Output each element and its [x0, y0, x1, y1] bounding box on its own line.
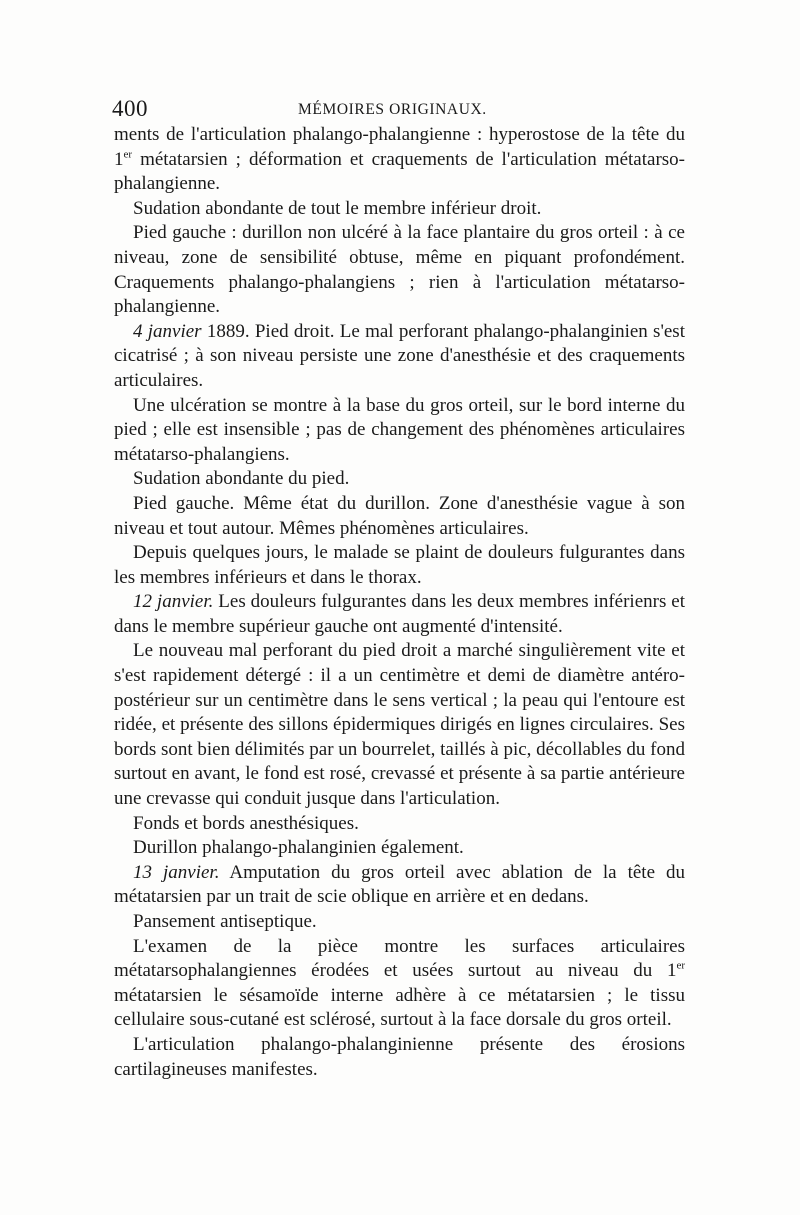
paragraph-text: Durillon phalango-phalanginien également.: [133, 837, 464, 859]
paragraph: [114, 812, 685, 837]
entry-date: 4 janvier: [133, 320, 202, 342]
paragraph-text: Depuis quelques jours, le malade se plaint de douleurs fulgurantes dans les membres inférieurs et dans le thorax.: [114, 542, 685, 588]
paragraph-text: L'articulation phalango-phalanginienne présente des érosions cartilagineuses manifestes.: [114, 1033, 685, 1080]
paragraph: [114, 1033, 685, 1082]
paragraph: [114, 221, 685, 319]
paragraph-text: ments de l'articulation phalango-phalangienne : hyperostose de la tête du 1er métatarsien ; déformation et craquements de l'articulation métatarso-phalangienne.: [114, 124, 685, 195]
running-title: MÉMOIRES ORIGINAUX.: [298, 101, 487, 118]
paragraph: [114, 123, 685, 197]
paragraph: [114, 590, 685, 639]
paragraph: [114, 467, 685, 492]
paragraph: [114, 541, 685, 590]
paragraph: [114, 197, 685, 222]
paragraph-text: Amputation du gros orteil avec ablation de la tête du métatarsien par un trait de scie oblique en arrière et en dedans.: [114, 861, 685, 908]
paragraph-text: L'examen de la pièce montre les surfaces articulaires métatarsophalangiennes érodées et usées surtout au niveau du 1er métatarsien le sésamoïde interne adhère à ce métatarsien ; le tissu cellulaire sous-cutané est sclérosé, surtout à la face dorsale du gros orteil.: [114, 935, 685, 1031]
paragraph: [114, 639, 685, 811]
paragraph-text: 1889. Pied droit. Le mal perforant phalango-phalanginien s'est cicatrisé ; à son niveau persiste une zone d'anesthésie et des craquements articulaires.: [114, 320, 685, 391]
paragraph-text: Sudation abondante de tout le membre inférieur droit.: [133, 197, 542, 219]
page-number: 400: [112, 96, 148, 121]
page-header: [112, 96, 688, 126]
paragraph-text: Pied gauche. Même état du durillon. Zone d'anesthésie vague à son niveau et tout autour. Mêmes phénomènes articulaires.: [114, 492, 685, 539]
paragraph: [114, 836, 685, 861]
paragraph: [114, 861, 685, 910]
paragraph-text: Sudation abondante du pied.: [133, 468, 350, 490]
paragraph: [114, 910, 685, 935]
paragraph: [114, 320, 685, 394]
paragraph-text: Les douleurs fulgurantes dans les deux membres inférienrs et dans le membre supérieur gauche ont augmenté d'intensité.: [114, 591, 685, 637]
paragraph-text: Pansement antiseptique.: [133, 911, 317, 932]
paragraph: [114, 935, 685, 1033]
paragraph: [114, 394, 685, 468]
body-text: [114, 123, 685, 1082]
paragraph-text: Une ulcération se montre à la base du gros orteil, sur le bord interne du pied ; elle est insensible ; pas de changement des phénomènes articulaires métatarso-phalangiens.: [114, 394, 685, 465]
paragraph-text: Le nouveau mal perforant du pied droit a marché singulièrement vite et s'est rapidement détergé : il a un centimètre et demi de diamètre antéro-postérieur sur un centimètre dans le sens vertical ; la peau qui l'entoure est ridée, et présente des sillons épidermiques dirigés en lignes circulaires. Ses bords sont bien délimités par un bourrelet, taillés à pic, décollables du fond surtout en avant, le fond est rosé, crevassé et présente à sa partie antérieure une crevasse qui conduit jusque dans l'articulation.: [114, 640, 685, 810]
entry-date: 12 janvier.: [133, 591, 214, 613]
paragraph-text: Fonds et bords anesthésiques.: [133, 812, 359, 834]
paragraph: [114, 492, 685, 541]
paragraph-text: Pied gauche : durillon non ulcéré à la face plantaire du gros orteil : à ce niveau, zone de sensibilité obtuse, même en piquant profondément. Craquements phalango-phalangiens ; rien à l'articulation métatarso-phalangienne.: [114, 222, 685, 318]
entry-date: 13 janvier.: [133, 861, 220, 883]
